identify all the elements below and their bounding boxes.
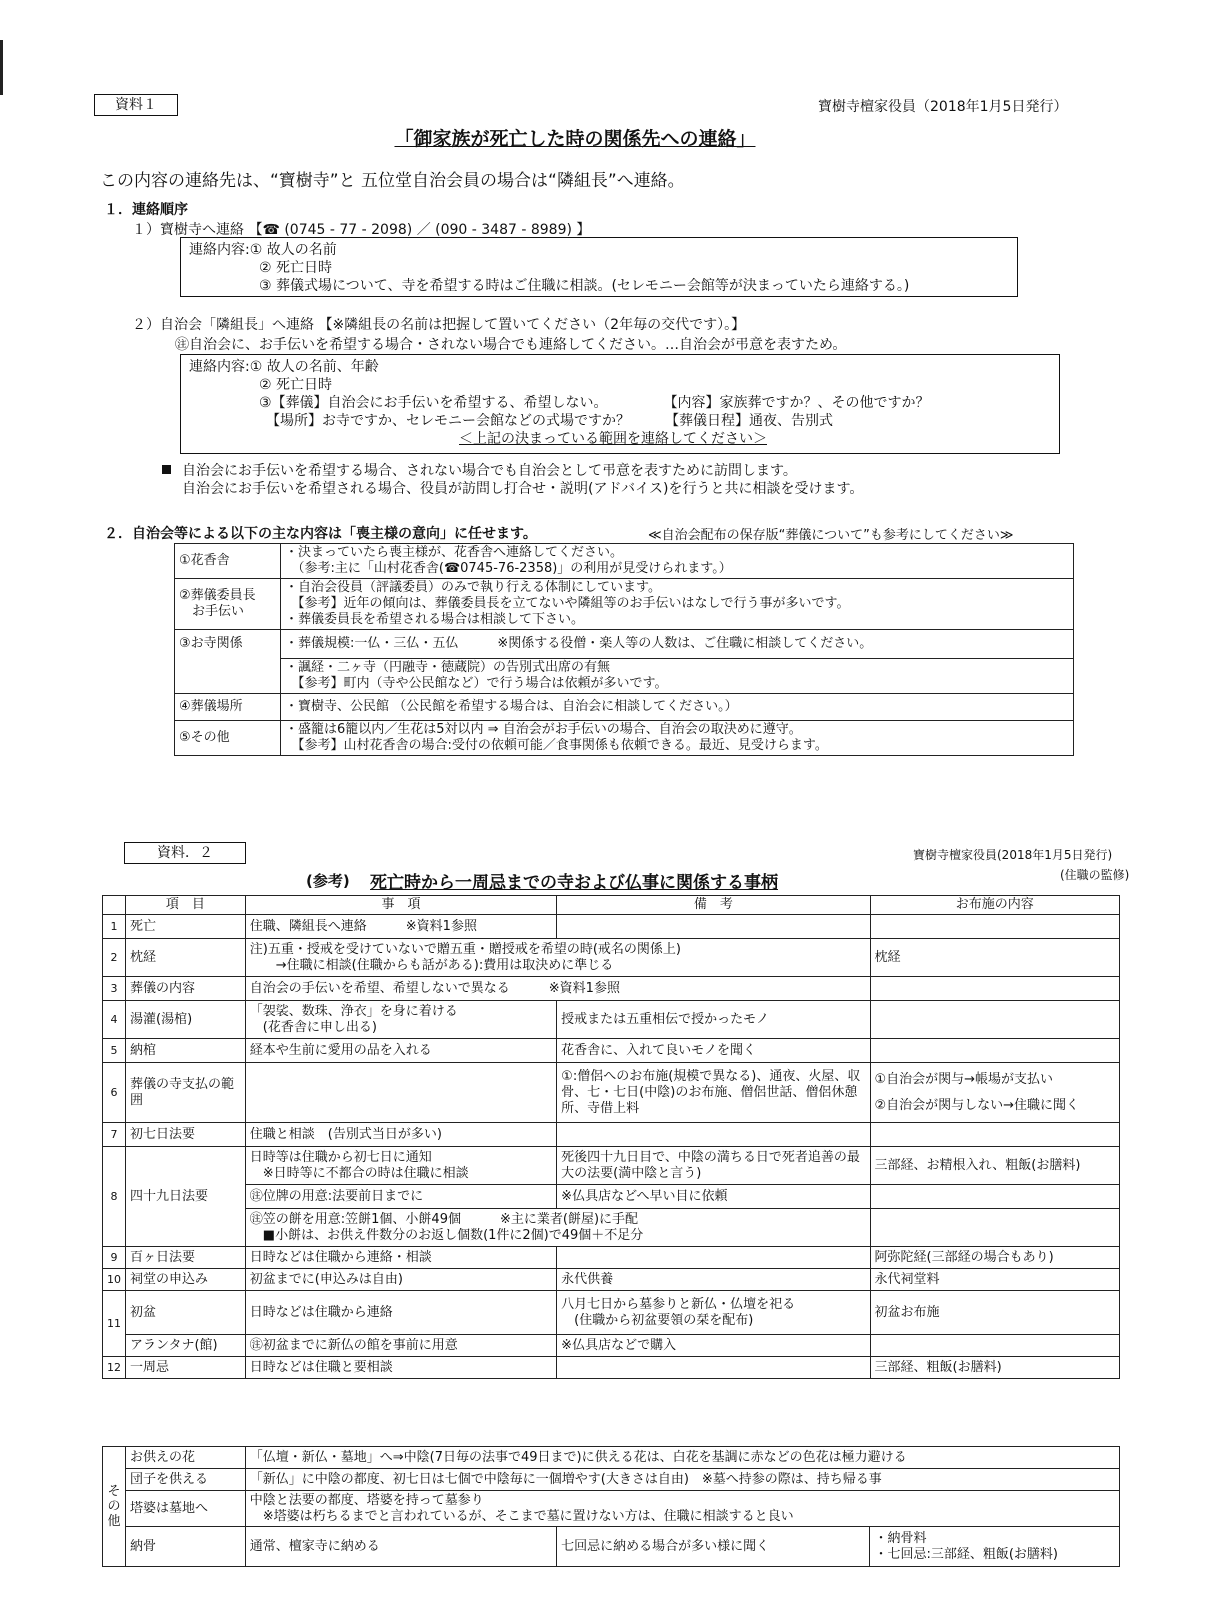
row-text: 「仏壇・新仏・墓地」へ⇒中陰(7日毎の法事で49日まで)に供える花は、白花を基調に赤などの色花は極力避ける [245,1447,1119,1469]
contact-line: 連絡内容:① 故人の名前、年齢 [189,359,379,375]
row-no: 3 [103,977,126,1001]
row-note: ※仏具店などへ早い目に依頼 [557,1185,870,1209]
row-fuse [870,1039,1120,1063]
row-item: 枕経 [126,939,246,977]
table-row [175,721,1074,756]
row-note: 花香舎に、入れて良いモノを聞く [557,1039,870,1063]
others-table [102,1446,1120,1567]
row-note: ①:僧侶へのお布施(規模で異なる)、通夜、火屋、収骨、七・七日(中陰)のお布施、僧侶世話、僧侶休憩所、寺借上料 [557,1063,870,1123]
row-matter: 初盆までに(申込みは自由) [245,1269,556,1291]
row-item: 湯灌(湯棺) [126,1001,246,1039]
header-item: 項 目 [126,896,246,915]
row-content [281,721,1074,756]
row-label: ①花香舎 [175,544,281,579]
contact-box-footer: ＜上記の決まっている範囲を連絡してください＞ [459,431,767,447]
contact-line: ③【葬儀】自治会にお手伝いを希望する、希望しない。 【内容】家族葬ですか？、その他ですか？ [189,395,930,411]
contact-box-neighborhood [180,354,1060,454]
row-label: ③お寺関係 [175,630,281,694]
table-row [175,579,1074,630]
table-row [103,1001,1120,1039]
row-matter: ㊟位牌の用意:法要前日までに [245,1185,556,1209]
table-row [175,630,1074,659]
row-matter: 経本や生前に愛用の品を入れる [245,1039,556,1063]
table-row [103,1269,1120,1291]
row-fuse: 初盆お布施 [870,1291,1120,1335]
section1-neighborhood-note: ㊟自治会に、お手伝いを希望する場合・されない場合でも連絡してください。…自治会が弔意を表すため。 [175,337,847,353]
table-row [103,939,1120,977]
section1-heading: １．連絡順序 [104,202,188,218]
table-row [103,915,1120,939]
contact-line: ③ 葬儀式場について、寺を希望する時はご住職に相談。(セレモニー会館等が決まっていたら連絡する。) [189,278,910,294]
content-line: ・決まっていたら喪主様が、花香舎へ連絡してください。 [285,545,624,560]
table-row [103,1527,1120,1567]
row-matter: 日時等は住職から初七日に通知 ※日時等に不都合の時は住職に相談 [245,1147,556,1185]
section1-temple-contact: １）寶樹寺へ連絡 【☎ (0745 - 77 - 2098) ／ (090 - 3487 - 8989) 】 [132,222,591,238]
doc1-label: 資料１ [94,94,178,116]
table-row [103,1247,1120,1269]
row-fuse [870,1001,1120,1039]
table-row [175,694,1074,721]
row-content [281,544,1074,579]
row-item: 団子を供える [125,1469,245,1491]
bullet-square-icon [162,465,171,474]
table-row [103,1209,1120,1247]
row-no: 5 [103,1039,126,1063]
row-note [557,915,870,939]
header-blank [103,896,126,915]
row-label: ④葬儀場所 [175,694,281,721]
row-no: 6 [103,1063,126,1123]
table-header-row [103,896,1120,915]
section2-table [174,543,1074,756]
row-text: 「新仏」に中陰の都度、初七日は七個で中陰毎に一個増やす(大きさは自由) ※墓へ持参の際は、持ち帰る事 [245,1469,1119,1491]
row-item: 一周忌 [126,1357,246,1379]
table-row [103,1447,1120,1469]
content-line: 【参考】山村花香舎の場合:受付の依頼可能／食事関係も依頼できる。最近、見受けらます。 [285,738,828,753]
row-fuse [870,1063,1120,1123]
contact-line: ② 死亡日時 [189,260,333,276]
row-item: 百ヶ日法要 [126,1247,246,1269]
row-fuse [870,1209,1120,1247]
doc1-issuer: 寶樹寺檀家役員（2018年1月5日発行） [818,99,1068,115]
doc2-supervision: (住職の監修) [1060,868,1130,882]
doc2-issuer: 寶樹寺檀家役員(2018年1月5日発行) [913,848,1113,862]
row-fuse: 枕経 [870,939,1120,977]
row-note: ※仏具店などで購入 [557,1335,870,1357]
doc1-intro: この内容の連絡先は、“寶樹寺”と 五位堂自治会員の場合は“隣組長”へ連絡。 [100,171,685,191]
content-line: （参考:主に「山村花香舎(☎0745-76-2358)」の利用が見受けられます。） [285,561,732,576]
row-matter: 通常、檀家寺に納める [245,1527,556,1567]
row-fuse: 三部経、お精根入れ、粗飯(お膳料) [870,1147,1120,1185]
row-item: 死亡 [126,915,246,939]
row-matter: ㊟初盆までに新仏の館を事前に用意 [245,1335,556,1357]
row-item: 葬儀の内容 [126,977,246,1001]
row-label: ⑤その他 [175,721,281,756]
contact-box-temple [180,237,1018,297]
doc2-title: 死亡時から一周忌までの寺および仏事に関係する事柄 [370,873,778,893]
table-row [103,1357,1120,1379]
header-fuse: お布施の内容 [870,896,1120,915]
doc2-label: 資料．２ [124,842,246,864]
row-matter: 住職と相談 (告別式当日が多い) [245,1123,556,1147]
table-row [103,1491,1120,1527]
row-no: 11 [103,1291,126,1357]
row-no: 1 [103,915,126,939]
content-line: ・盛籠は6籠以内／生花は5対以内 ⇒ 自治会がお手伝いの場合、自治会の取決めに遵守。 [285,722,802,737]
row-matter [245,1063,556,1123]
row-item: 葬儀の寺支払の範囲 [126,1063,246,1123]
row-no: 8 [103,1147,126,1247]
row-content [281,630,1074,659]
row-no: 7 [103,1123,126,1147]
row-note: 永代供養 [557,1269,870,1291]
row-content [281,579,1074,630]
row-no: 2 [103,939,126,977]
bullet-line: 自治会にお手伝いを希望される場合、役員が訪問し打合せ・説明(アドバイス)を行うと共に相談を受けます。 [182,481,864,497]
row-label: ②葬儀委員長 お手伝い [175,579,281,630]
row-matter: 日時などは住職から連絡・相談 [245,1247,556,1269]
header-matter: 事 項 [245,896,556,915]
others-label: そ の 他 [103,1447,126,1567]
row-note: 七回忌に納める場合が多い様に聞く [557,1527,870,1567]
table-row [103,1185,1120,1209]
table-row [175,544,1074,579]
row-fuse [870,1185,1120,1209]
row-matter: 日時などは住職と要相談 [245,1357,556,1379]
row-item: アランタナ(館) [126,1335,246,1357]
fuse-line: ①自治会が関与→帳場が支払い [874,1071,1054,1087]
row-item: 塔婆は墓地へ [125,1491,245,1527]
content-line: ・諷経・二ヶ寺（円融寺・徳蔵院）の告別式出席の有無 [285,660,611,675]
row-content [281,659,1074,694]
row-fuse [870,915,1120,939]
table-row [103,1063,1120,1123]
content-line: ・自治会役員（評議委員）のみで執り行える体制にしています。 [285,580,661,595]
row-fuse: 三部経、粗飯(お膳料) [870,1357,1120,1379]
table-row [175,659,1074,694]
bullet-notes [182,462,863,498]
row-note: 死後四十九日目で、中陰の満ちる日で死者追善の最大の法要(満中陰と言う) [557,1147,870,1185]
section2-note: ≪自治会配布の保存版“葬儀について”も参考にしてください≫ [648,528,1014,543]
section2-heading: ２．自治会等による以下の主な内容は「喪主様の意向」に任せます。 [104,526,537,542]
row-fuse: 阿弥陀経(三部経の場合もあり) [870,1247,1120,1269]
fuse-line: ・納骨料 [874,1530,927,1546]
row-no: 4 [103,1001,126,1039]
row-content [281,694,1074,721]
contact-line: 連絡内容:① 故人の名前 [189,242,337,258]
row-item: 四十九日法要 [126,1147,246,1247]
row-item: 初七日法要 [126,1123,246,1147]
row-text: 中陰と法要の都度、塔婆を持って墓参り ※塔婆は朽ちるまでと言われているが、そこまで墓に置けない方は、住職に相談すると良い [245,1491,1119,1527]
row-fuse [870,977,1120,1001]
section1-neighborhood-contact: ２）自治会「隣組長」へ連絡 【※隣組長の名前は把握して置いてください（2年毎の交代です）。】 [132,317,746,333]
row-item: 納骨 [125,1527,245,1567]
doc2-title-prefix: (参考) [306,872,350,890]
row-item: 納棺 [126,1039,246,1063]
row-no: 10 [103,1269,126,1291]
row-fuse [870,1335,1120,1357]
content-line: 【参考】近年の傾向は、葬儀委員長を立てないや隣組等のお手伝いはなしで行う事が多いです。 [285,596,850,611]
table-row [103,1123,1120,1147]
row-matter: ㊟笠の餅を用意:笠餅1個、小餅49個 ※主に業者(餅屋)に手配 ■小餅は、お供え件数分のお返し個数(1件に2個)で49個＋不足分 [245,1209,870,1247]
row-no: 12 [103,1357,126,1379]
row-note: 八月七日から墓参りと新仏・仏壇を祀る (住職から初盆要領の栞を配布) [557,1291,870,1335]
table-row [103,977,1120,1001]
fuse-line: ・七回忌:三部経、粗飯(お膳料) [874,1546,1058,1562]
row-note: 授戒または五重相伝で授かったモノ [557,1001,870,1039]
table-row [103,1147,1120,1185]
row-matter: 日時などは住職から連絡 [245,1291,556,1335]
row-note [557,1123,870,1147]
content-line: ・葬儀委員長を希望される場合は相談して下さい。 [285,612,585,627]
row-note [557,1357,870,1379]
row-matter: 「袈裟、数珠、浄衣」を身に着ける (花香舎に申し出る) [245,1001,556,1039]
table-row [103,1039,1120,1063]
row-matter: 住職、隣組長へ連絡 ※資料1参照 [245,915,556,939]
fuse-line: ②自治会が関与しない→住職に聞く [874,1097,1080,1113]
row-item: お供えの花 [125,1447,245,1469]
row-item: 祠堂の申込み [126,1269,246,1291]
contact-line: 【場所】お寺ですか、セレモニー会館などの式場ですか？ 【葬儀日程】通夜、告別式 [189,413,833,429]
table-row [103,1469,1120,1491]
doc1-title: 「御家族が死亡した時の関係先への連絡」 [394,128,756,150]
row-fuse [870,1123,1120,1147]
row-fuse: 永代祠堂料 [870,1269,1120,1291]
contact-line: ② 死亡日時 [189,377,333,393]
row-note [557,1247,870,1269]
header-note: 備 考 [557,896,870,915]
content-line: 【参考】町内（寺や公民館など）で行う場合は依頼が多いです。 [285,676,668,691]
row-fuse [870,1527,1120,1567]
content-line: ・寶樹寺、公民館 （公民館を希望する場合は、自治会に相談してください。） [285,699,738,714]
row-no: 9 [103,1247,126,1269]
table-row [103,1335,1120,1357]
matters-table [102,895,1120,1379]
row-item: 初盆 [126,1291,246,1335]
row-matter: 自治会の手伝いを希望、希望しないで異なる ※資料1参照 [245,977,870,1001]
page-edge-mark [0,40,3,95]
row-matter: 注)五重・授戒を受けていないで贈五重・贈授戒を希望の時(戒名の関係上) →住職に相談(住職からも話がある):費用は取決めに準じる [245,939,870,977]
table-row [103,1291,1120,1335]
content-line: ・葬儀規模:一仏・三仏・五仏 ※関係する役僧・楽人等の人数は、ご住職に相談してください。 [285,636,873,651]
bullet-line: 自治会にお手伝いを希望する場合、されない場合でも自治会として弔意を表すために訪問します。 [182,463,797,479]
